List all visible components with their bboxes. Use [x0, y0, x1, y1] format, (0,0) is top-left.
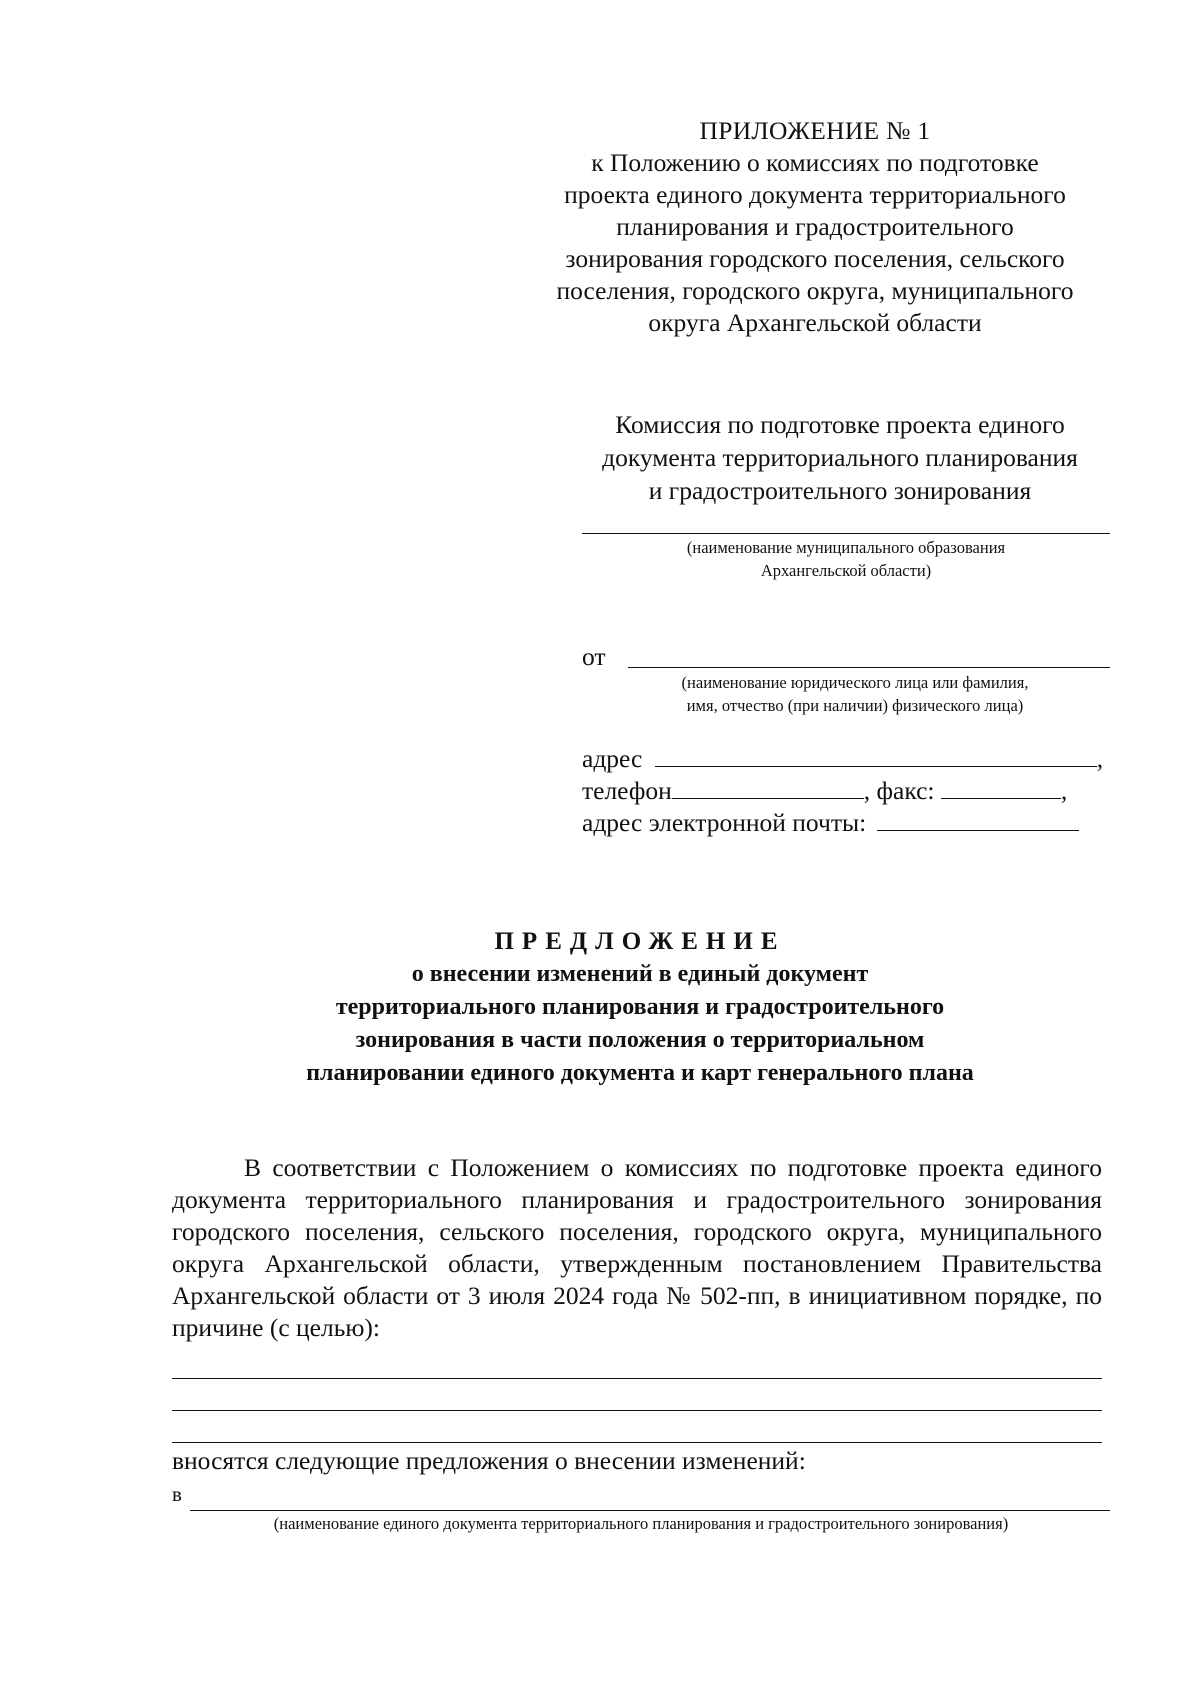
- reason-field-line[interactable]: [172, 1442, 1102, 1443]
- municipality-caption: [582, 536, 1110, 582]
- proposal-subtitle-line: зонирования в части положения о территориальном: [355, 1027, 925, 1053]
- annex-header: [525, 115, 1105, 339]
- proposal-heading: [150, 925, 1130, 1090]
- reason-field-line[interactable]: [172, 1410, 1102, 1411]
- proposal-subtitle-line: о внесении изменений в единый документ: [411, 961, 869, 987]
- reason-field-line[interactable]: [172, 1378, 1102, 1379]
- caption-line: имя, отчество (при наличии) физического лица): [686, 696, 1024, 715]
- applicant-name-field[interactable]: [628, 667, 1110, 668]
- annex-title: ПРИЛОЖЕНИЕ № 1: [699, 116, 931, 145]
- from-label: от: [582, 642, 606, 671]
- applicant-caption: [600, 671, 1110, 717]
- fax-label: , факс:: [863, 776, 935, 805]
- proposal-title: ПРЕДЛОЖЕНИЕ: [494, 928, 786, 955]
- addressee-commission: [575, 408, 1105, 507]
- annex-line: округа Архангельской области: [648, 308, 982, 337]
- document-name-caption: (наименование единого документа территориального планирования и градостроительного зонирования): [273, 1514, 1009, 1533]
- address-label: адрес: [582, 744, 643, 773]
- commission-line: документа территориального планирования: [602, 443, 1078, 472]
- annex-line: планирования и градостроительного: [616, 212, 1014, 241]
- phone-field[interactable]: [672, 776, 864, 799]
- body-paragraph: В соответствии с Положением о комиссиях по подготовке проекта единого документа территориального планирования и градостроительного зонирования городского поселения, сельского поселения, городского округа, муниципального округа Архангельской области, утвержденным постановлением Правительства Архангельской области от 3 июля 2024 года № 502-пп, в инициативном порядке, по причине (с целью):: [172, 1153, 1102, 1342]
- phone-row: [582, 776, 1067, 806]
- address-row: [582, 744, 1103, 774]
- email-field[interactable]: [877, 808, 1079, 831]
- caption-line: Архангельской области): [760, 561, 932, 580]
- commission-line: Комиссия по подготовке проекта единого: [615, 410, 1065, 439]
- address-field[interactable]: [655, 744, 1097, 767]
- annex-line: поселения, городского округа, муниципального: [556, 276, 1074, 305]
- comma: ,: [1096, 744, 1104, 773]
- annex-line: проекта единого документа территориального: [564, 180, 1066, 209]
- email-label: адрес электронной почты:: [582, 808, 867, 837]
- municipality-name-field[interactable]: [582, 533, 1110, 534]
- email-row: [582, 808, 1079, 838]
- in-label: в: [172, 1482, 182, 1506]
- document-name-field[interactable]: [190, 1510, 1110, 1511]
- commission-line: и градостроительного зонирования: [648, 476, 1032, 505]
- caption-line: (наименование муниципального образования: [686, 538, 1006, 557]
- body-paragraph-block: [172, 1152, 1102, 1344]
- annex-line: к Положению о комиссиях по подготовке: [591, 148, 1039, 177]
- comma: ,: [1060, 776, 1068, 805]
- proposal-subtitle-line: планировании единого документа и карт генерального плана: [306, 1060, 974, 1086]
- phone-label: телефон: [582, 776, 672, 805]
- fax-field[interactable]: [941, 776, 1061, 799]
- annex-line: зонирования городского поселения, сельского: [565, 244, 1065, 273]
- proposal-subtitle-line: территориального планирования и градостроительного: [335, 994, 945, 1020]
- changes-label: вносятся следующие предложения о внесении изменений:: [172, 1446, 806, 1475]
- caption-line: (наименование юридического лица или фамилия,: [681, 673, 1029, 692]
